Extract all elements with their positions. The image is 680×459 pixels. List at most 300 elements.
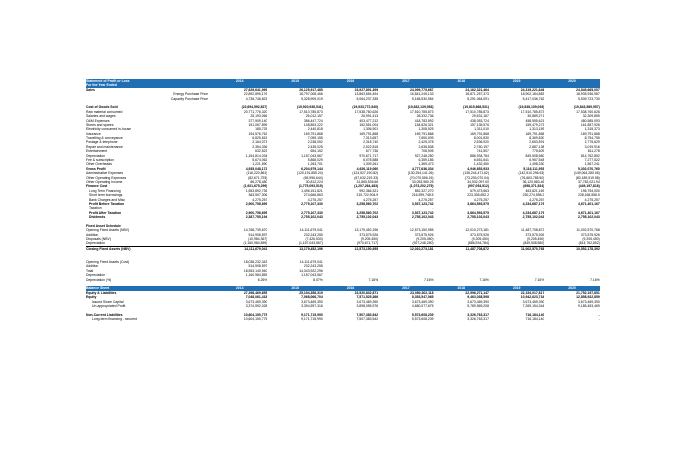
row-label: Addition bbox=[86, 264, 99, 269]
row-value: 25,193,066 bbox=[250, 114, 268, 119]
row-value: 26,012,157 bbox=[305, 114, 323, 119]
row-value: 8,369,830 bbox=[529, 136, 545, 141]
row-value: 3,673,469,390 bbox=[356, 299, 379, 304]
row-value: 154,826,321 bbox=[414, 122, 434, 127]
row-value: 14,111,679,041 bbox=[299, 260, 323, 265]
row-value: 2,522,815 bbox=[363, 144, 379, 149]
row-value: 6.26% bbox=[257, 277, 268, 282]
row-value: 463,821,169 bbox=[525, 188, 545, 193]
row-value: 3,673,469,390 bbox=[467, 299, 489, 304]
row-label: Repair and maintenance bbox=[86, 144, 123, 149]
row-value: 22,892,895,176 bbox=[243, 92, 268, 97]
row-value: 418,783,592 bbox=[414, 118, 434, 123]
row-value: 12,573,150,955 bbox=[409, 228, 434, 233]
row-value: 5,573,608,239 bbox=[411, 317, 434, 322]
row-value: (76,663,785.50) bbox=[520, 175, 545, 180]
row-value: 216,599,748.5 bbox=[411, 193, 434, 198]
row-value: 7,571,525,366 bbox=[356, 295, 379, 300]
row-value: 5,789,569,208 bbox=[467, 303, 489, 308]
row-value: 8,353,547,065 bbox=[411, 295, 434, 300]
row-label: Administrative Expenses bbox=[86, 171, 124, 176]
row-value: 438,053,724 bbox=[470, 118, 489, 123]
row-value: 3,537,123,742 bbox=[411, 210, 434, 215]
row-value: 148,853,222 bbox=[303, 122, 323, 127]
row-value: (1,157,043,567) bbox=[298, 241, 323, 246]
row-value: 4,275,257 bbox=[529, 197, 545, 202]
row-value: 7,277,522 bbox=[584, 158, 600, 163]
row-label: Salaries and wages bbox=[86, 114, 116, 119]
row-value: 11,487,708,872 bbox=[465, 246, 489, 251]
row-label: Other Overheads bbox=[86, 162, 113, 167]
row-value: 2,354,336 bbox=[252, 144, 268, 149]
row-value: 4,671,401,167 bbox=[578, 210, 600, 215]
row-value: 152,551,004 bbox=[359, 122, 379, 127]
row-value: (9,205,450) bbox=[360, 237, 379, 242]
row-value: 18,553,140,940 bbox=[243, 268, 268, 273]
row-value: 17,510,785,873 bbox=[465, 109, 489, 114]
row-value: (698,371,534) bbox=[523, 184, 545, 189]
row-value: 11,487,708,872 bbox=[521, 228, 545, 233]
row-value: 9,185,453,469 bbox=[578, 303, 600, 308]
row-value: 7.16% bbox=[368, 277, 379, 282]
row-value: 4,275,257 bbox=[363, 197, 379, 202]
row-value: 377,909,140 bbox=[248, 118, 268, 123]
row-value: (9,205,450) bbox=[527, 237, 545, 242]
row-value: 9,463,038,598 bbox=[467, 295, 489, 300]
row-value: 1,157,043,567 bbox=[301, 153, 323, 158]
row-value: 716,184,140 bbox=[525, 317, 545, 322]
row-value: 4,275,257 bbox=[473, 197, 489, 202]
row-value: 4,234,687,179 bbox=[522, 210, 545, 215]
row-value: 716,184,140 bbox=[525, 312, 545, 317]
row-value: 169,791,868 bbox=[470, 131, 489, 136]
row-value: (70,070,556.15) bbox=[409, 175, 434, 180]
row-value: 14,343,922,296 bbox=[299, 268, 323, 273]
table-row bbox=[86, 241, 600, 245]
row-value: 5,291,064,091 bbox=[467, 96, 489, 101]
row-value: 29,531,167 bbox=[471, 114, 489, 119]
table-row bbox=[86, 317, 600, 321]
row-value: 18,902,184,883 bbox=[520, 92, 545, 97]
year-header: 2016 bbox=[346, 79, 355, 83]
row-value: 3,898,055,976 bbox=[356, 303, 379, 308]
row-value: (130,254,141.26) bbox=[407, 171, 434, 176]
row-value: 7.16% bbox=[534, 277, 545, 282]
row-value: 5,674,062 bbox=[252, 158, 268, 163]
row-label: Fee & subscription bbox=[86, 158, 115, 163]
row-value: 14,111,679,041 bbox=[299, 228, 323, 233]
row-value: 1,496,151,821 bbox=[301, 188, 323, 193]
row-value: 27,629,641,999 bbox=[243, 87, 268, 92]
row-value: 1,498,330 bbox=[529, 162, 545, 167]
row-label: O&M Expenses bbox=[86, 118, 110, 123]
year-header: 2018 bbox=[457, 286, 466, 291]
row-label: Depreciation bbox=[86, 153, 106, 158]
row-value: (80,189,519.58) bbox=[575, 175, 600, 180]
row-value: 2,435,025 bbox=[307, 144, 323, 149]
row-label: Energy Purchase Price bbox=[173, 92, 208, 97]
pl-title: Statement of Profit or Loss bbox=[86, 79, 130, 83]
row-value: (65,996,644) bbox=[303, 175, 323, 180]
row-label: Long Term Financing bbox=[89, 188, 121, 193]
row-value: 10,552,178,392 bbox=[576, 246, 600, 251]
row-value: 23,927,891,399 bbox=[354, 87, 379, 92]
row-value: (22,694,592,827) bbox=[241, 105, 268, 110]
row-value: 26,991,413 bbox=[361, 114, 379, 119]
row-value: - bbox=[598, 317, 600, 322]
row-value: 169,791,868 bbox=[525, 131, 545, 136]
row-value: 7,059,155 bbox=[307, 136, 323, 141]
row-value: (19,815,668,531) bbox=[463, 105, 489, 110]
row-value: 37,782,021.94 bbox=[578, 179, 600, 184]
row-label: Depreciation bbox=[86, 241, 106, 246]
row-value: 6,359,186 bbox=[418, 158, 434, 163]
row-value: 2,760,197 bbox=[473, 144, 489, 149]
row-value: 7,048,061,418 bbox=[245, 295, 268, 300]
row-value: (1,207,264,483) bbox=[354, 184, 379, 189]
row-value: 2,755,102,043 bbox=[522, 215, 545, 220]
row-value: 4,626,119,060 bbox=[356, 166, 379, 171]
row-value: 2,755,102,043 bbox=[301, 215, 323, 220]
row-value: 458,595,621 bbox=[525, 118, 545, 123]
row-value: 4,671,401,167 bbox=[578, 201, 600, 206]
row-label: Travelling & conveyance bbox=[86, 136, 123, 141]
row-value: 31,865,535.66 bbox=[356, 179, 379, 184]
row-value: 6,825,815 bbox=[252, 136, 268, 141]
row-value: 9,171,715,990 bbox=[301, 317, 323, 322]
row-value: (1,921,675,299) bbox=[243, 184, 268, 189]
row-value: 373,575,926 bbox=[414, 232, 434, 237]
row-label: Long-term financing - secured bbox=[92, 317, 138, 322]
row-label: Entertainment bbox=[86, 149, 108, 154]
row-value: 28,332,736 bbox=[416, 114, 434, 119]
row-value: 2,755,102,043 bbox=[578, 215, 600, 220]
row-value: 23,080,302,118 bbox=[410, 290, 434, 295]
row-value: (907,054,512) bbox=[467, 184, 489, 189]
row-label: Capacity Purchase Price bbox=[170, 96, 208, 101]
row-value: 10,604,150,775 bbox=[243, 317, 268, 322]
row-value: 232,243,255 bbox=[303, 232, 323, 237]
row-value: 6,078,588 bbox=[363, 158, 379, 163]
row-value: 741,507 bbox=[476, 149, 489, 154]
row-value: 679,473,563 bbox=[470, 188, 489, 193]
row-value: 3,326,763,317 bbox=[467, 312, 489, 317]
row-value: 2,900,758,699 bbox=[245, 201, 268, 206]
bs-title: Balance Sheet bbox=[86, 286, 110, 291]
row-value: 30,812,224 bbox=[305, 179, 323, 184]
row-label: Profit Before Taxation bbox=[89, 201, 125, 206]
row-label: Addition bbox=[86, 232, 99, 237]
row-label: Equity & Liabilities bbox=[86, 290, 117, 295]
year-header: 2016 bbox=[346, 286, 355, 291]
row-value: (1,073,202,275) bbox=[409, 184, 434, 189]
row-value: 12,010,273,181 bbox=[465, 228, 489, 233]
row-label: Bank Charges and Misc bbox=[89, 197, 125, 202]
row-value: 4,736,746,823 bbox=[245, 96, 268, 101]
row-label: Short term borrowings bbox=[89, 193, 123, 198]
row-value: 708,905 bbox=[421, 149, 434, 154]
row-value: 7,507,383,542 bbox=[356, 317, 379, 322]
year-header: 2015 bbox=[291, 286, 299, 291]
row-value: 2,164,073 bbox=[252, 140, 268, 145]
row-value: (124,527,190.82) bbox=[352, 171, 379, 176]
row-value: (886,934,784) bbox=[467, 241, 489, 246]
row-label: Profit After Taxation bbox=[89, 210, 122, 215]
row-value: 12,010,273,181 bbox=[409, 246, 434, 251]
profit-loss-table bbox=[86, 88, 600, 220]
row-value: (849,508,580) bbox=[523, 241, 545, 246]
row-value: 1,313,159 bbox=[529, 127, 545, 132]
row-value: 4,275,257 bbox=[584, 197, 600, 202]
row-value: 17,510,785,873 bbox=[520, 109, 545, 114]
row-value: 11,002,570,768 bbox=[576, 228, 600, 233]
row-value: 7.16% bbox=[479, 277, 489, 282]
row-label: Dividends bbox=[89, 215, 106, 220]
row-value: 6,651,641 bbox=[473, 158, 489, 163]
row-value: (82,671,793) bbox=[248, 175, 268, 180]
row-value: 1,221,590 bbox=[252, 162, 268, 167]
row-value: 185,725 bbox=[255, 127, 268, 132]
row-value: 654,152 bbox=[310, 149, 323, 154]
row-value: 12,858,922,859 bbox=[576, 295, 600, 300]
row-value: 169,791,868 bbox=[414, 131, 434, 136]
row-label: Stores and spares bbox=[86, 122, 114, 127]
row-value: - bbox=[266, 206, 268, 211]
pl-subtitle: For the Year Ended bbox=[86, 83, 117, 88]
row-value: 3,374,592,028 bbox=[245, 303, 268, 308]
row-value: 970,671,717 bbox=[359, 153, 379, 158]
row-value: 1,369,473 bbox=[418, 162, 434, 167]
row-value: (120,191,855.24) bbox=[296, 171, 323, 176]
row-value: 992,366,321 bbox=[359, 188, 379, 193]
row-value: 159,479,273 bbox=[525, 122, 545, 127]
row-value: 12,573,150,955 bbox=[354, 246, 379, 251]
year-header: 2017 bbox=[402, 286, 410, 291]
financial-model-sheet bbox=[86, 79, 600, 321]
year-header: 2018 bbox=[457, 79, 466, 83]
row-value: - bbox=[487, 206, 489, 211]
row-label: Opening Fixed Assets (NBV) bbox=[86, 228, 130, 233]
row-value: 238,168,558.5 bbox=[578, 193, 600, 198]
row-value: - bbox=[377, 206, 379, 211]
row-value: (149,064,280.06) bbox=[573, 171, 600, 176]
row-value: 3,394,597,316 bbox=[301, 303, 323, 308]
row-value: (116,220,861) bbox=[246, 171, 268, 176]
row-value: 6,957,548 bbox=[529, 158, 545, 163]
row-value: 34,532,097.00 bbox=[467, 179, 489, 184]
row-value: 20,771,776,320 bbox=[243, 109, 268, 114]
row-value: (19,920,938,541) bbox=[296, 105, 323, 110]
row-value: 386,447,724 bbox=[303, 118, 323, 123]
row-value: 373,575,926 bbox=[580, 232, 600, 237]
row-value: 7,507,383,542 bbox=[356, 312, 379, 317]
row-label: Finance Cost bbox=[86, 184, 108, 189]
row-value: 7.16% bbox=[423, 277, 434, 282]
row-value: 161,857,926 bbox=[580, 122, 600, 127]
row-value: (10,984,367) bbox=[248, 237, 268, 242]
row-value: 7.16% bbox=[590, 277, 600, 282]
row-label: Postage & telephone bbox=[86, 140, 118, 145]
row-value: 4,935,048,172 bbox=[245, 166, 268, 171]
row-value: 24,545,665,007 bbox=[576, 87, 600, 92]
row-value: 13,863,654,494 bbox=[354, 92, 379, 97]
row-value: 4,777,636,334 bbox=[411, 166, 434, 171]
row-value: (19,832,139,053) bbox=[407, 105, 434, 110]
row-label: Issued Share Capital bbox=[92, 299, 124, 304]
row-value: 814,762,852 bbox=[580, 153, 600, 158]
row-value: 775,609 bbox=[532, 149, 545, 154]
row-label: Disposals (NBV) bbox=[86, 237, 111, 242]
row-value: 1,157,043,567 bbox=[301, 273, 323, 278]
row-value: 274,666,863 bbox=[303, 193, 323, 198]
row-value: 8.07% bbox=[313, 277, 323, 282]
row-value: (814,762,852) bbox=[578, 241, 600, 246]
row-value: 17,510,785,873 bbox=[409, 109, 434, 114]
row-value: 8,001,830 bbox=[473, 136, 489, 141]
row-value: (19,843,589,957) bbox=[573, 105, 600, 110]
row-value: 5,573,608,239 bbox=[411, 312, 434, 317]
row-value: (9,205,450) bbox=[582, 237, 600, 242]
row-value: 25,194,356,319 bbox=[299, 290, 323, 295]
row-value: 3,673,469,390 bbox=[522, 299, 545, 304]
table-row bbox=[86, 278, 600, 282]
row-value: 17,538,760,626 bbox=[576, 109, 600, 114]
row-value: 13,179,452,196 bbox=[299, 246, 323, 251]
row-value: 3,673,469,390 bbox=[578, 299, 600, 304]
year-header: 2017 bbox=[402, 79, 410, 83]
row-value: 23,520,832,871 bbox=[354, 290, 379, 295]
row-value: 17,538,760,626 bbox=[354, 109, 379, 114]
row-value: 363,507,306 bbox=[248, 193, 268, 198]
row-value: 5,328,909,019 bbox=[301, 96, 323, 101]
row-value: 22,596,271,147 bbox=[465, 290, 489, 295]
row-value: (136,244,471.62) bbox=[463, 171, 489, 176]
year-header: 2014 bbox=[235, 79, 244, 83]
row-value: 1,309,261 bbox=[363, 162, 379, 167]
row-value: 4,946,653,933 bbox=[467, 166, 489, 171]
row-value: 157,135,576 bbox=[470, 122, 489, 127]
row-label: Sales bbox=[86, 87, 95, 92]
row-value: 18,038,232,343 bbox=[243, 260, 268, 265]
row-label: Opening Fixed Assets (Cost) bbox=[86, 260, 130, 265]
row-value: 5,116,111,953 bbox=[523, 166, 545, 171]
row-value: 852,327,270 bbox=[414, 188, 434, 193]
row-value: 849,508,580 bbox=[525, 153, 545, 158]
row-value: 373,575,926 bbox=[470, 232, 489, 237]
row-label: Other Operating Expenses bbox=[86, 175, 127, 180]
year-header: 2020 bbox=[568, 79, 576, 83]
row-value: 24,162,321,464 bbox=[465, 87, 489, 92]
row-value: 232,243,255 bbox=[303, 264, 323, 269]
row-value: 33,053,980.25 bbox=[411, 179, 434, 184]
row-value: 14,768,739,670 bbox=[243, 228, 268, 233]
row-value: 3,673,469,390 bbox=[301, 299, 323, 304]
year-header: 2019 bbox=[512, 79, 521, 83]
row-value: 11,002,570,768 bbox=[520, 246, 545, 251]
row-value: 1,315,373 bbox=[584, 127, 600, 132]
row-value: 2,775,629 bbox=[584, 140, 600, 145]
row-value: 1,154,814,034 bbox=[245, 153, 268, 158]
row-value: 3,673,469,390 bbox=[411, 299, 434, 304]
row-value: 18,871,257,373 bbox=[465, 92, 489, 97]
row-value: 7,313,657 bbox=[363, 136, 379, 141]
row-value: 4,275,257 bbox=[418, 197, 434, 202]
row-value: (19,838,109,093) bbox=[518, 105, 545, 110]
row-value: 2,440,818 bbox=[307, 127, 323, 132]
row-value: 10,942,623,734 bbox=[520, 295, 545, 300]
row-label: Gross Profit bbox=[86, 166, 106, 171]
row-value: 86,278,480 bbox=[250, 179, 268, 184]
row-value: - bbox=[543, 206, 545, 211]
row-value: 811,278 bbox=[587, 149, 600, 154]
row-value: 9,171,715,990 bbox=[301, 312, 323, 317]
row-value: 373,575,926 bbox=[525, 232, 545, 237]
row-value: 3,258,560,702 bbox=[356, 210, 379, 215]
row-value: 4,275,257 bbox=[252, 197, 268, 202]
row-value: 230,274,598.2 bbox=[522, 193, 545, 198]
row-label: Taxation bbox=[89, 206, 102, 211]
row-value: 196,754,000 bbox=[580, 188, 600, 193]
row-value: 22,154,017,817 bbox=[520, 290, 545, 295]
row-label: Depreciation (%) bbox=[86, 277, 112, 282]
row-label: Closing Fixed Assets (NBV) bbox=[86, 246, 131, 251]
row-value: 169,791,868 bbox=[303, 131, 323, 136]
row-value: 3,864,593,575 bbox=[467, 210, 489, 215]
row-value: 4,234,687,179 bbox=[522, 201, 545, 206]
row-value: 514,908,597 bbox=[248, 232, 268, 237]
row-value: 4,680,077,675 bbox=[411, 303, 434, 308]
row-value: 24,319,221,646 bbox=[520, 87, 545, 92]
row-label: Insurance bbox=[86, 131, 101, 136]
row-value: 886,934,784 bbox=[470, 153, 489, 158]
row-value: 18,797,008,466 bbox=[299, 92, 323, 97]
row-label: Equity bbox=[86, 295, 97, 300]
row-value: 24,099,775,687 bbox=[409, 87, 434, 92]
row-value: (1,160,984,859) bbox=[243, 241, 268, 246]
row-value: 3,537,123,742 bbox=[411, 201, 434, 206]
row-value: 2,536,920 bbox=[473, 140, 489, 145]
row-value: 6,204,979,144 bbox=[301, 166, 323, 171]
row-value: (927,248,250) bbox=[412, 241, 434, 246]
row-value: 373,575,926 bbox=[359, 232, 379, 237]
row-value: 16,841,245,133 bbox=[409, 92, 434, 97]
row-value: 18,935,936,987 bbox=[576, 92, 600, 97]
balance-sheet-table bbox=[86, 291, 600, 322]
row-value: 1,306,901 bbox=[363, 127, 379, 132]
row-value: 403,477,212 bbox=[359, 118, 379, 123]
row-value: 632,523 bbox=[255, 149, 268, 154]
row-value: 3,673,469,390 bbox=[245, 299, 268, 304]
row-value: 17,510,785,873 bbox=[299, 109, 323, 114]
row-value: 2,775,107,330 bbox=[301, 201, 323, 206]
row-value: 2,638,838 bbox=[418, 144, 434, 149]
row-value: 13,179,452,196 bbox=[354, 228, 379, 233]
row-value: 1,160,984,859 bbox=[245, 273, 268, 278]
row-value: 1,311,010 bbox=[474, 127, 489, 132]
year-header: 2015 bbox=[291, 79, 299, 83]
row-label: Total bbox=[86, 268, 94, 273]
row-value: 2,900,758,699 bbox=[245, 210, 268, 215]
row-value: (9,205,450) bbox=[416, 237, 434, 242]
row-value: 2,755,102,043 bbox=[411, 215, 434, 220]
row-value: 1,308,925 bbox=[418, 127, 434, 132]
row-value: 480,585,093 bbox=[580, 118, 600, 123]
row-value: 5,168,530,554 bbox=[411, 96, 434, 101]
row-value: (9,205,450) bbox=[471, 237, 489, 242]
row-value: 210,722,904.9 bbox=[356, 193, 379, 198]
row-value: 2,387,755,194 bbox=[245, 215, 268, 220]
row-value: (67,632,219.33) bbox=[354, 175, 379, 180]
